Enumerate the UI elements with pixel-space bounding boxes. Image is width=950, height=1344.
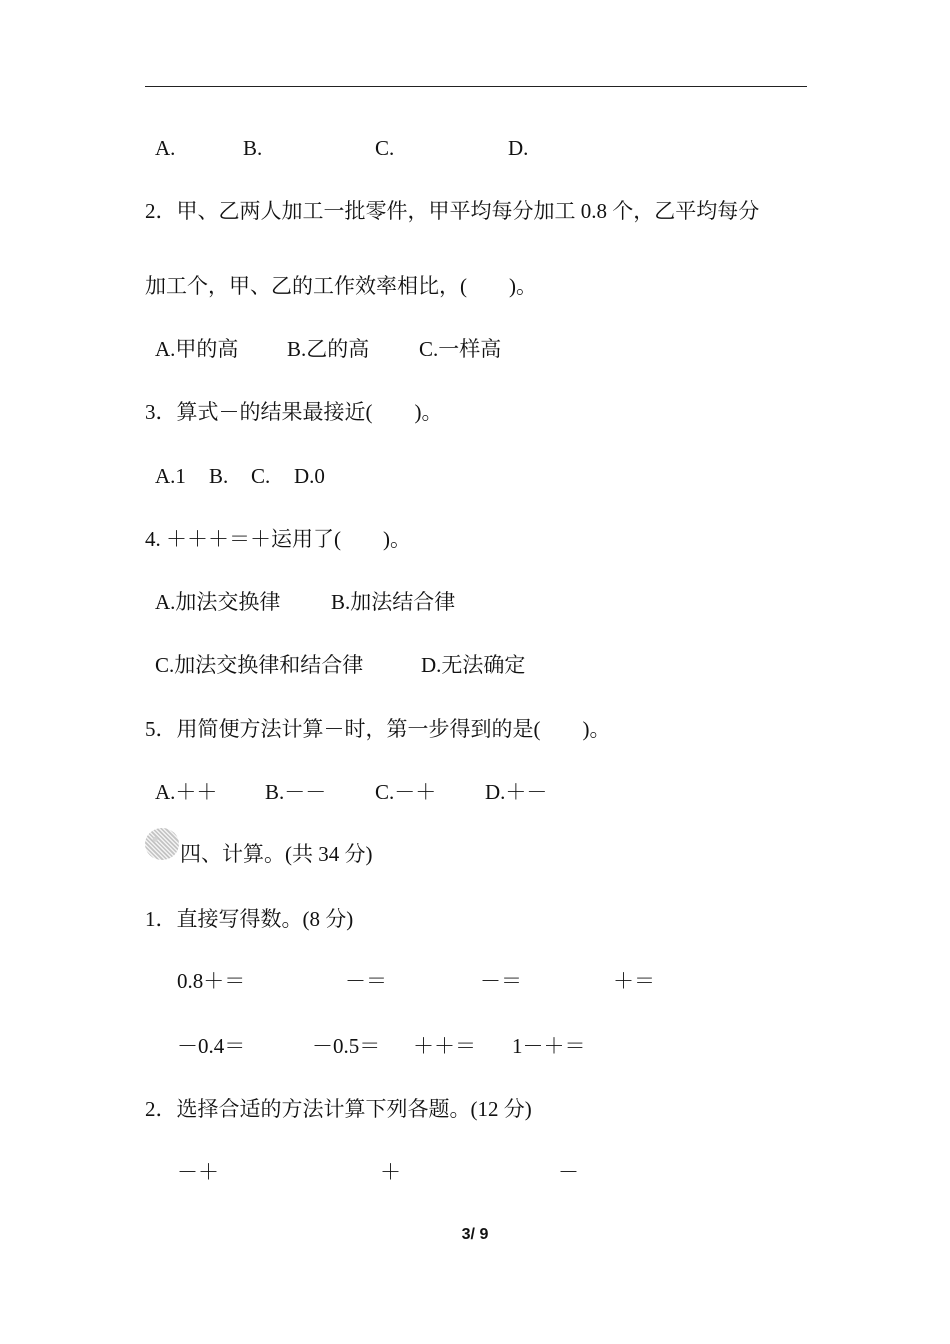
calc-item: 1－＋＝ bbox=[512, 1034, 586, 1058]
calc-item: ＋＋＝ bbox=[413, 1034, 476, 1058]
s4-q2-text: 2．选择合适的方法计算下列各题。(12 分) bbox=[145, 1097, 532, 1121]
q3-option-a: A.1 bbox=[155, 464, 186, 488]
page-number: 3/ 9 bbox=[461, 1226, 489, 1243]
q3-option-d: D.0 bbox=[294, 464, 325, 488]
section-4-title: 四、计算。(共 34 分) bbox=[180, 842, 373, 866]
q5-option-d: D.＋－ bbox=[485, 780, 548, 804]
q3-option-b: B. bbox=[209, 464, 229, 488]
q1-option-d: D. bbox=[508, 136, 529, 160]
calc-item: ＋＝ bbox=[613, 969, 655, 993]
q2-option-c: C.一样高 bbox=[419, 337, 502, 361]
q5-option-b: B.－－ bbox=[265, 780, 327, 804]
calc-item: －＝ bbox=[480, 969, 522, 993]
q4-option-b: B.加法结合律 bbox=[331, 590, 456, 614]
q5-option-c: C.－＋ bbox=[375, 780, 437, 804]
header-rule bbox=[145, 86, 807, 87]
calc-item: －＝ bbox=[345, 969, 387, 993]
q4-text: 4. ＋＋＋＝＋运用了( )。 bbox=[145, 527, 411, 551]
q2-option-b: B.乙的高 bbox=[287, 337, 370, 361]
q2-line-2: 加工个，甲、乙的工作效率相比，( )。 bbox=[145, 274, 537, 298]
q4-option-c: C.加法交换律和结合律 bbox=[155, 653, 364, 677]
calc-item: 0.8＋＝ bbox=[177, 969, 246, 993]
calc-item: －0.4＝ bbox=[177, 1034, 246, 1058]
q5-option-a: A.＋＋ bbox=[155, 780, 218, 804]
q3-option-c: C. bbox=[251, 464, 271, 488]
q1-option-a: A. bbox=[155, 136, 176, 160]
q4-option-a: A.加法交换律 bbox=[155, 590, 281, 614]
calc-item: －0.5＝ bbox=[312, 1034, 381, 1058]
s4-q1-text: 1．直接写得数。(8 分) bbox=[145, 907, 354, 931]
q3-text: 3．算式－的结果最接近( )。 bbox=[145, 400, 443, 424]
q1-option-b: B. bbox=[243, 136, 263, 160]
q4-option-d: D.无法确定 bbox=[421, 653, 526, 677]
q1-option-c: C. bbox=[375, 136, 395, 160]
calc-item: －＋ bbox=[177, 1160, 219, 1184]
section-badge-icon bbox=[145, 828, 179, 860]
q5-text: 5．用简便方法计算－时，第一步得到的是( )。 bbox=[145, 717, 611, 741]
q2-line-1: 2．甲、乙两人加工一批零件，甲平均每分加工 0.8 个，乙平均每分 bbox=[145, 199, 760, 223]
calc-item: － bbox=[558, 1160, 579, 1184]
calc-item: ＋ bbox=[380, 1160, 401, 1184]
q2-option-a: A.甲的高 bbox=[155, 337, 239, 361]
